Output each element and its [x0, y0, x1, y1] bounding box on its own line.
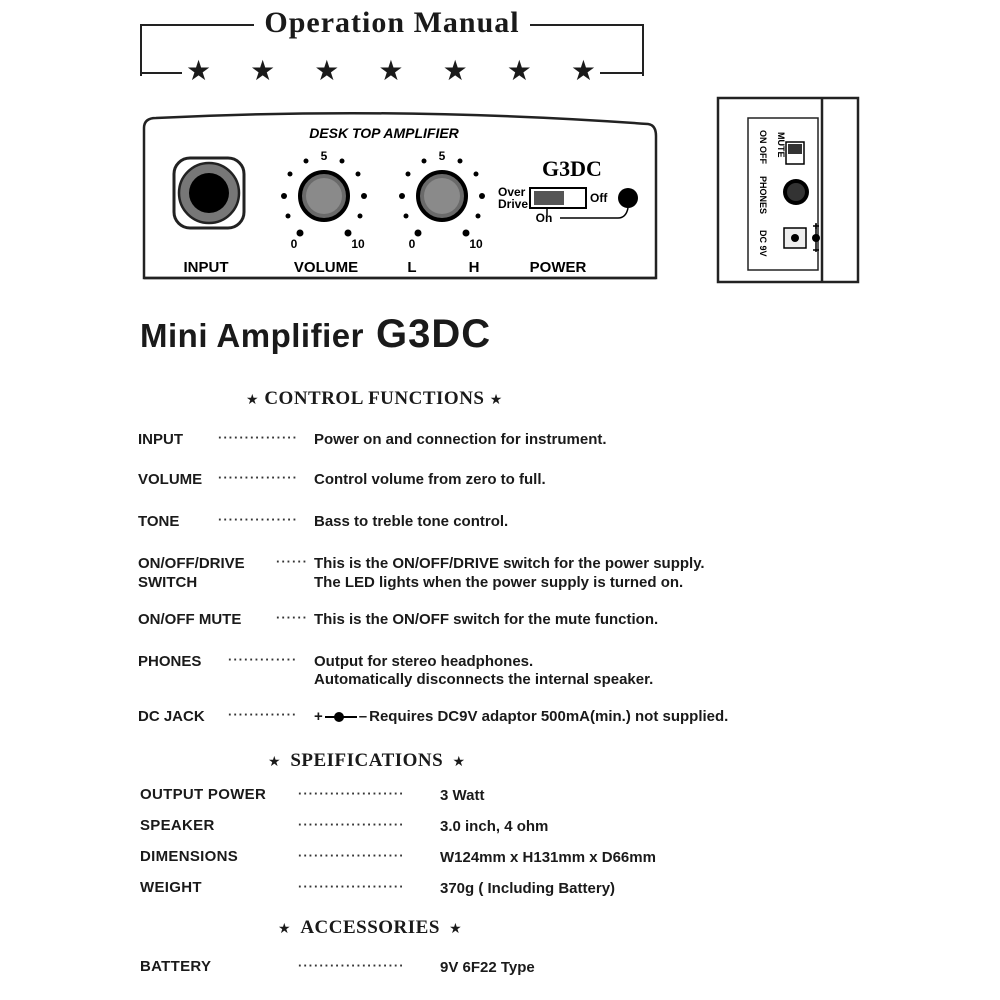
header-bracket-base-right — [600, 72, 642, 74]
leader-dots: ···················· — [298, 958, 405, 973]
leader-dots: ···················· — [298, 848, 405, 863]
star-icon: ★ — [570, 55, 596, 86]
panel-label-power: POWER — [529, 259, 587, 276]
dc-minus-sign: – — [358, 708, 368, 725]
product-title — [140, 312, 491, 357]
volume-scale-mid: 5 — [320, 149, 328, 163]
tone-scale-max: 10 — [469, 237, 483, 251]
side-phones-label: PHONES — [758, 176, 768, 215]
front-panel-diagram — [140, 110, 660, 280]
function-desc-line2: The LED lights when the power supply is turned on. — [314, 574, 684, 591]
spec-label: SPEAKER — [140, 817, 215, 834]
dc-plus-sign: + — [314, 708, 323, 725]
star-icon: ★ — [278, 921, 292, 937]
dc-polarity-icon — [325, 710, 357, 724]
star-icon: ★ — [268, 754, 282, 770]
product-title-text: Mini Amplifier — [140, 317, 364, 354]
side-mute-label: MUTE — [776, 132, 786, 158]
panel-model-badge: G3DC — [542, 156, 602, 181]
function-desc-line2: Automatically disconnects the internal speaker. — [314, 671, 654, 688]
volume-scale-max: 10 — [351, 237, 365, 251]
panel-caption: DESK TOP AMPLIFIER — [309, 125, 459, 141]
spec-label: WEIGHT — [140, 879, 202, 896]
switch-over-label: Over — [498, 185, 526, 199]
side-panel-diagram — [716, 96, 862, 284]
spec-label: OUTPUT POWER — [140, 786, 267, 803]
manual-title: Operation Manual — [140, 6, 644, 40]
function-label: TONE — [138, 513, 180, 530]
star-icon: ★ — [250, 55, 276, 86]
function-desc: Control volume from zero to full. — [314, 471, 546, 488]
function-desc: Bass to treble tone control. — [314, 513, 509, 530]
function-desc: Output for stereo headphones. — [314, 653, 534, 670]
function-label: ON/OFF MUTE — [138, 611, 242, 628]
leader-dots: ············· — [228, 707, 298, 722]
star-icon: ★ — [442, 55, 468, 86]
leader-dots: ··············· — [218, 470, 298, 485]
leader-dots: ······ — [276, 554, 308, 569]
spec-value: 3 Watt — [440, 787, 485, 804]
panel-label-input: INPUT — [183, 259, 229, 276]
star-icon: ★ — [449, 921, 463, 937]
side-onoff-label: ON OFF — [758, 130, 768, 164]
input-jack-icon — [174, 158, 244, 228]
leader-dots: ············· — [228, 652, 298, 667]
star-icon: ★ — [489, 392, 503, 408]
leader-dots: ······ — [276, 610, 308, 625]
accessory-label: BATTERY — [140, 958, 212, 975]
star-icon: ★ — [506, 55, 532, 86]
dc-jack-icon — [784, 228, 806, 248]
function-label: PHONES — [138, 653, 202, 670]
switch-off-label: Off — [590, 191, 608, 205]
star-icon: ★ — [314, 55, 340, 86]
star-icon: ★ — [186, 55, 212, 86]
phones-jack-icon — [783, 179, 809, 205]
function-desc: Power on and connection for instrument. — [314, 431, 607, 448]
function-desc — [314, 707, 728, 726]
spec-label: DIMENSIONS — [140, 848, 239, 865]
tone-scale-mid: 5 — [438, 149, 446, 163]
panel-label-high: H — [468, 259, 480, 276]
control-functions-heading: ★ CONTROL FUNCTIONS ★ — [246, 388, 503, 409]
accessories-heading: ★ ACCESSORIES ★ — [278, 917, 463, 938]
leader-dots: ···················· — [298, 817, 405, 832]
leader-dots: ··············· — [218, 512, 298, 527]
tone-scale-min: 0 — [408, 237, 416, 251]
star-icon: ★ — [246, 392, 260, 408]
function-label-line2: SWITCH — [138, 574, 198, 591]
header-bracket-base-left — [140, 72, 182, 74]
panel-label-low: L — [407, 259, 417, 276]
star-icon: ★ — [452, 754, 466, 770]
accessory-value: 9V 6F22 Type — [440, 959, 535, 976]
spec-value: W124mm x H131mm x D66mm — [440, 849, 656, 866]
star-icon: ★ — [378, 55, 404, 86]
leader-dots: ···················· — [298, 786, 405, 801]
function-desc: This is the ON/OFF switch for the mute function. — [314, 611, 659, 628]
spec-value: 370g ( Including Battery) — [440, 880, 616, 897]
leader-dots: ···················· — [298, 879, 405, 894]
function-label: ON/OFF/DRIVE — [138, 555, 245, 572]
spec-value: 3.0 inch, 4 ohm — [440, 818, 549, 835]
leader-dots: ··············· — [218, 430, 298, 445]
product-model: G3DC — [375, 312, 492, 356]
mute-switch-icon — [786, 142, 804, 164]
specifications-heading: ★ SPEIFICATIONS ★ — [268, 750, 466, 771]
switch-on-label: On — [535, 211, 553, 225]
dc-desc-text: Requires DC9V adaptor 500mA(min.) not supplied. — [369, 708, 729, 725]
side-dc9v-label: DC 9V — [758, 230, 768, 257]
function-label: VOLUME — [138, 471, 203, 488]
function-label: DC JACK — [138, 708, 205, 725]
function-label: INPUT — [138, 431, 183, 448]
panel-label-volume: VOLUME — [293, 259, 359, 276]
volume-scale-min: 0 — [290, 237, 298, 251]
function-desc: This is the ON/OFF/DRIVE switch for the power supply. — [314, 555, 705, 572]
header-stars — [186, 56, 596, 86]
switch-drive-label: Drive — [498, 197, 529, 211]
